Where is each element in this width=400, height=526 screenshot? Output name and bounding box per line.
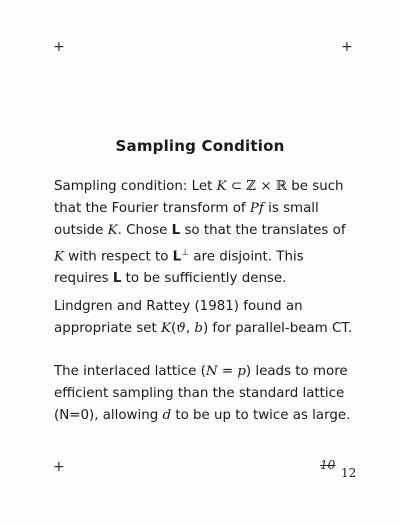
paragraph-lindgren-rattey: Lindgren and Rattey (1981) found an appropriate set K(ϑ, b) for parallel-beam CT. [54, 299, 353, 336]
registration-mark-top-left: + [53, 39, 65, 55]
paragraph-sampling-condition: Sampling condition: Let K ⊂ ℤ × ℝ be such that the Fourier transform of Pf is small outside K. Chose L so that the translates of K with respect to L⊥ are disjoint. This requires L to be sufficiently dense. [54, 179, 346, 287]
registration-mark-top-right: + [341, 39, 353, 55]
registration-mark-bottom-left: + [53, 459, 65, 475]
paragraph-interlaced-lattice: The interlaced lattice (N = p) leads to more efficient sampling than the standard lattice (N=0), allowing d to be up to twice as large. [54, 364, 351, 423]
slide-title: Sampling Condition [115, 137, 285, 155]
page-number-handwritten: 12 [341, 466, 357, 480]
page-number-crossed-out: 10 [320, 458, 336, 472]
